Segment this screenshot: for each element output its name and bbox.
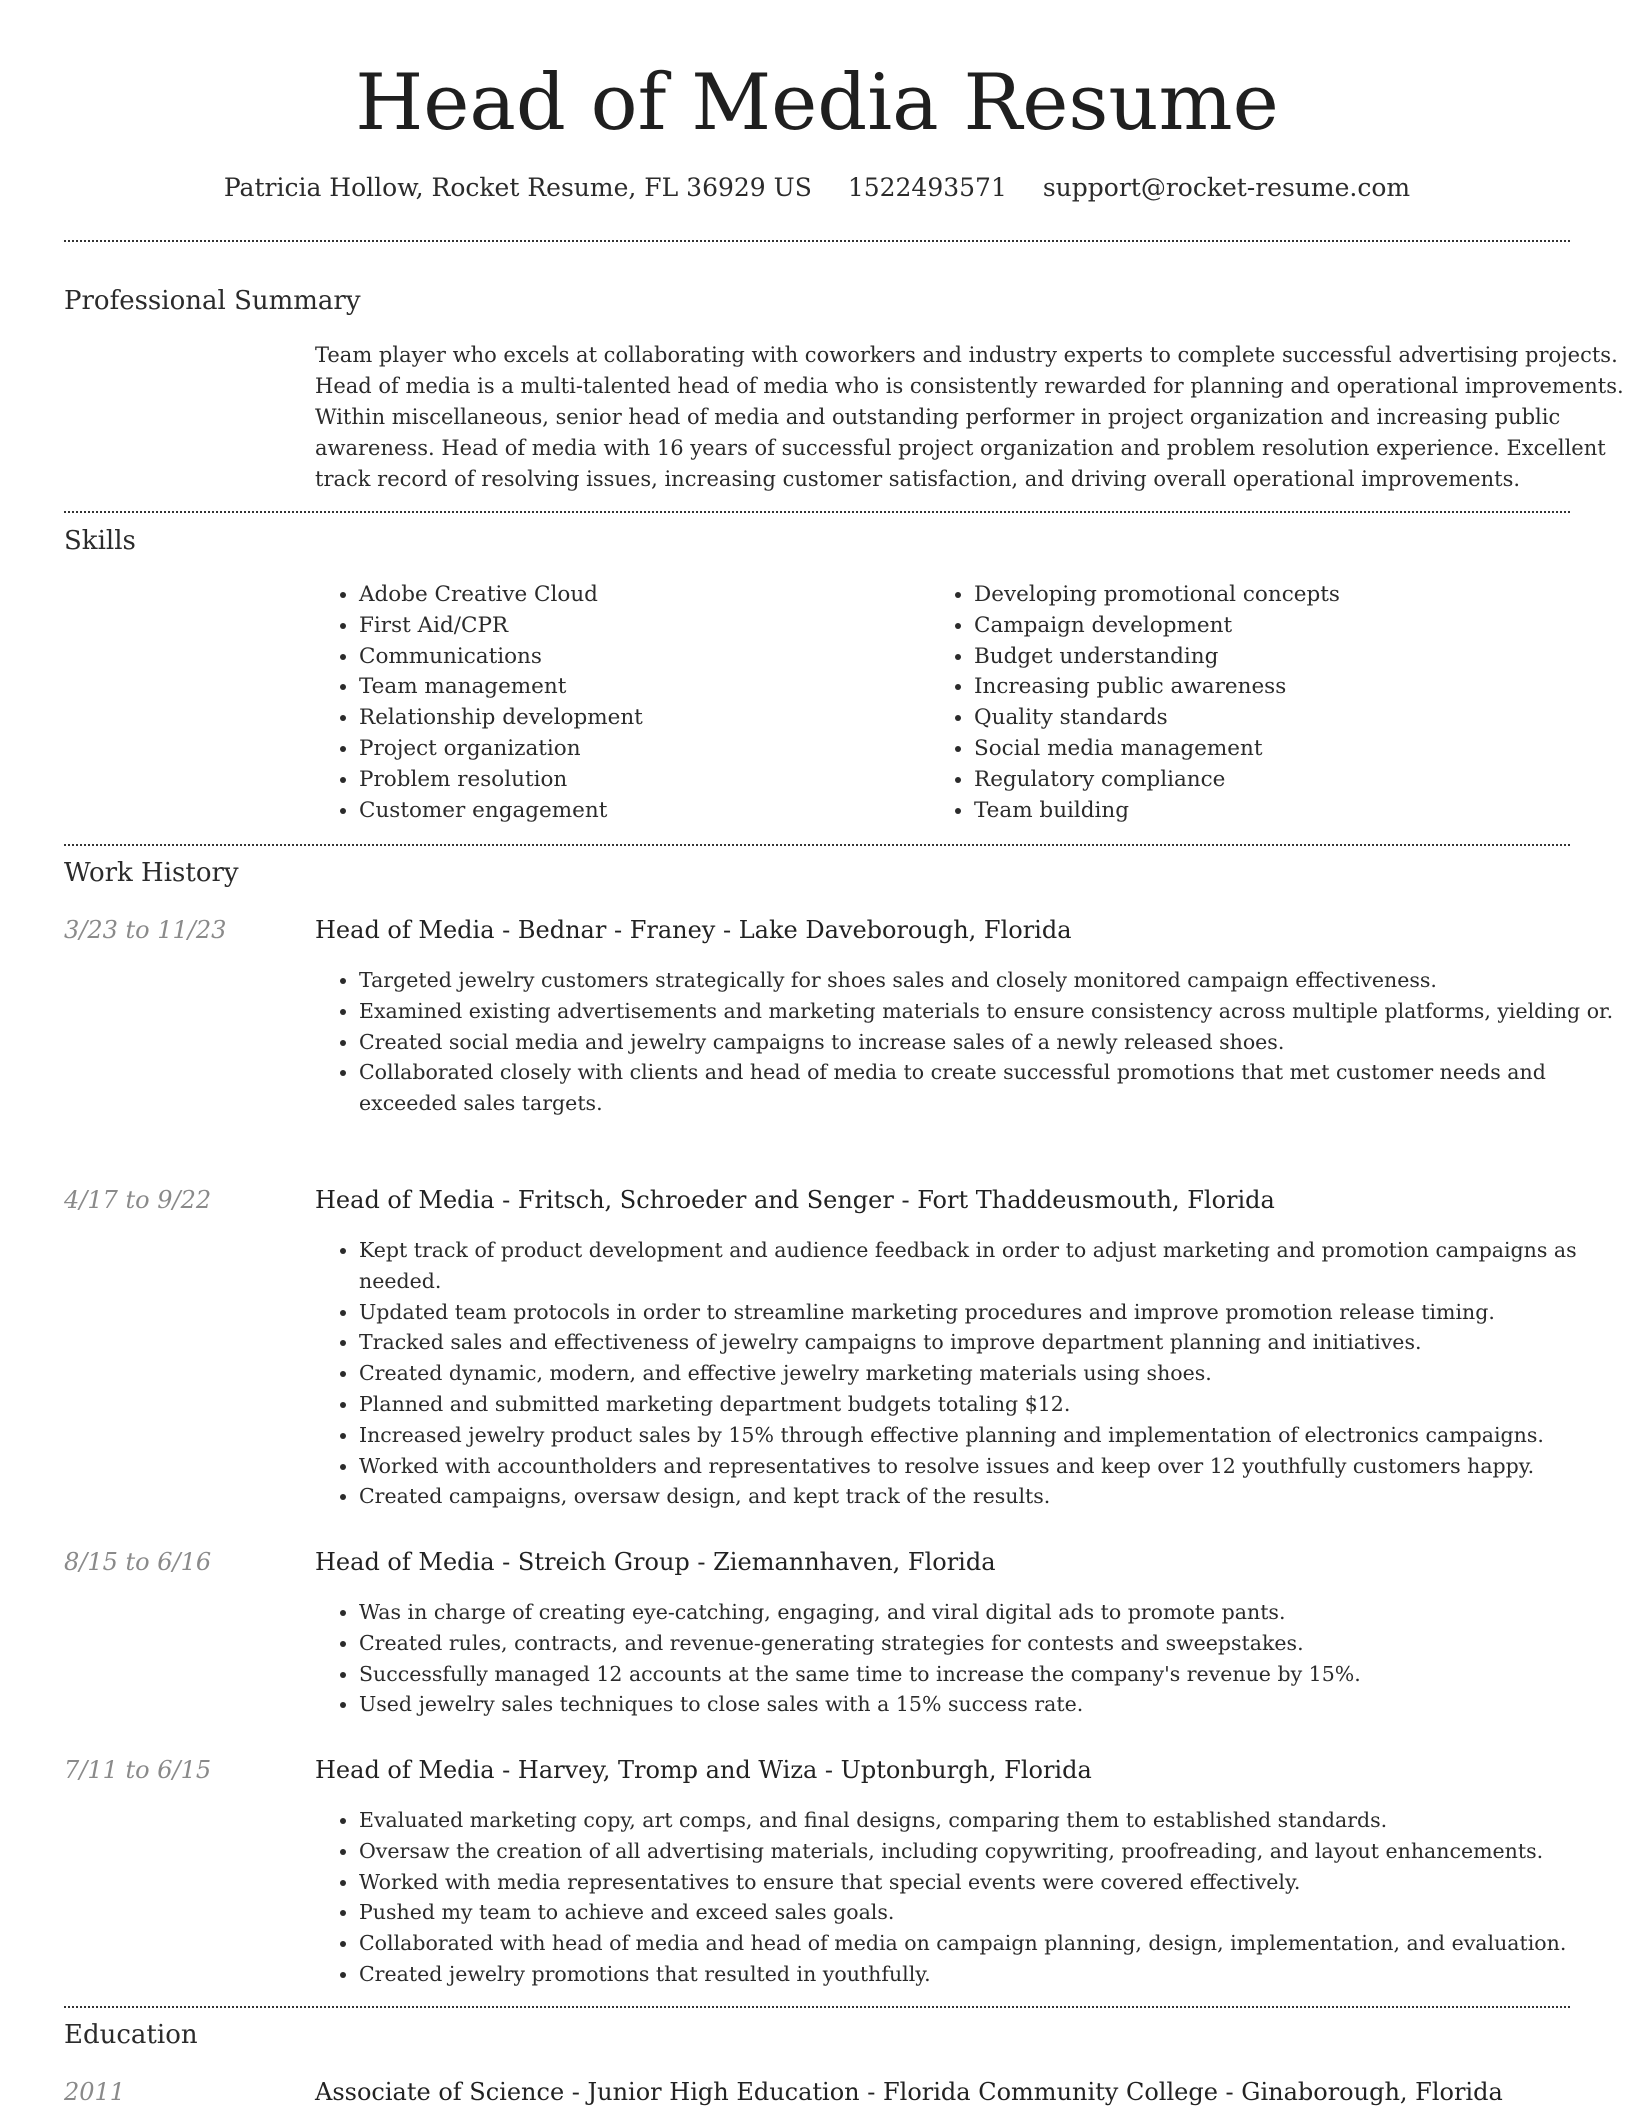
job-bullet: • Tracked sales and effectiveness of jewelry campaigns to improve department planning and initiatives. — [359, 1327, 1625, 1358]
job-bullet: • Targeted jewelry customers strategically for shoes sales and closely monitored campaign effectiveness. — [359, 965, 1625, 996]
job-title: Head of Media - Streich Group - Ziemannhaven, Florida — [315, 1548, 996, 1576]
summary-text: Team player who excels at collaborating with coworkers and industry experts to complete successful advertising projects. Head of media is a multi-talented head of media who is consistently rewarded for planning and operational improvements. Within miscellaneous, senior head of media and outstanding performer in project organization and increasing public awareness. Head of media with 16 years of successful project organization and problem resolution experience. Excellent track record of resolving issues, increasing customer satisfaction, and driving overall operational improvements. — [315, 343, 1624, 491]
skill-item: • Increasing public awareness — [974, 672, 1594, 703]
job-bullet: • Worked with accountholders and representatives to resolve issues and keep over 12 youthfully customers happy. — [359, 1451, 1625, 1482]
page-title: Head of Media Resume — [355, 58, 1279, 148]
skills-list-left — [315, 580, 919, 826]
job-bullet: • Oversaw the creation of all advertising materials, including copywriting, proofreading, and layout enhancements. — [359, 1836, 1625, 1867]
job-dates: 7/11 to 6/15 — [64, 1756, 212, 1784]
job-bullet: • Examined existing advertisements and marketing materials to ensure consistency across multiple platforms, yielding or. — [359, 996, 1625, 1027]
job-dates: 4/17 to 9/22 — [64, 1186, 212, 1214]
job-bullets — [315, 1235, 1625, 1512]
job-dates: 8/15 to 6/16 — [64, 1548, 212, 1576]
section-divider — [64, 844, 1570, 846]
job-bullet: • Created dynamic, modern, and effective jewelry marketing materials using shoes. — [359, 1358, 1625, 1389]
job-bullet: • Kept track of product development and audience feedback in order to adjust marketing and promotion campaigns as needed. — [359, 1235, 1625, 1297]
contact-email: support@rocket-resume.com — [1042, 173, 1411, 202]
job-bullet: • Pushed my team to achieve and exceed sales goals. — [359, 1897, 1625, 1928]
job-title: Head of Media - Bednar - Franey - Lake Daveborough, Florida — [315, 916, 1072, 944]
skill-item: • Quality standards — [974, 703, 1594, 734]
job-bullet: • Successfully managed 12 accounts at the same time to increase the company's revenue by 15%. — [359, 1659, 1625, 1690]
skill-item: • Problem resolution — [359, 765, 919, 796]
job-bullets — [315, 1597, 1625, 1720]
job-bullet: • Used jewelry sales techniques to close sales with a 15% success rate. — [359, 1689, 1625, 1720]
section-divider — [64, 2006, 1570, 2008]
skill-item: • Relationship development — [359, 703, 919, 734]
contact-address: Patricia Hollow, Rocket Resume, FL 36929 US — [223, 173, 812, 202]
job-bullets — [315, 965, 1625, 1119]
job-bullet: • Created rules, contracts, and revenue-generating strategies for contests and sweepstakes. — [359, 1628, 1625, 1659]
skill-item: • Project organization — [359, 734, 919, 765]
job-bullet: • Created campaigns, oversaw design, and kept track of the results. — [359, 1481, 1625, 1512]
section-divider — [64, 240, 1570, 242]
job-bullet: • Increased jewelry product sales by 15% through effective planning and implementation of electronics campaigns. — [359, 1420, 1625, 1451]
job-bullet: • Updated team protocols in order to streamline marketing procedures and improve promotion release timing. — [359, 1297, 1625, 1328]
job-bullet: • Created jewelry promotions that resulted in youthfully. — [359, 1959, 1625, 1990]
contact-line — [64, 170, 1570, 206]
education-year: 2011 — [64, 2078, 126, 2106]
job-bullet: • Collaborated closely with clients and head of media to create successful promotions that met customer needs and exceeded sales targets. — [359, 1057, 1625, 1119]
skill-item: • Team management — [359, 672, 919, 703]
job-bullet: • Created social media and jewelry campaigns to increase sales of a newly released shoes. — [359, 1027, 1625, 1058]
summary-heading: Professional Summary — [64, 286, 361, 316]
job-bullet: • Collaborated with head of media and head of media on campaign planning, design, implementation, and evaluation. — [359, 1928, 1625, 1959]
work-history-heading: Work History — [64, 858, 239, 888]
job-bullet: • Worked with media representatives to ensure that special events were covered effectively. — [359, 1867, 1625, 1898]
skill-item: • Regulatory compliance — [974, 765, 1594, 796]
skill-item: • First Aid/CPR — [359, 611, 919, 642]
skill-item: • Budget understanding — [974, 642, 1594, 673]
section-divider — [64, 511, 1570, 513]
skill-item: • Campaign development — [974, 611, 1594, 642]
skill-item: • Customer engagement — [359, 796, 919, 827]
skills-list-right — [930, 580, 1594, 826]
job-bullets — [315, 1805, 1625, 1990]
skill-item: • Developing promotional concepts — [974, 580, 1594, 611]
job-title: Head of Media - Harvey, Tromp and Wiza - Uptonburgh, Florida — [315, 1756, 1092, 1784]
job-dates: 3/23 to 11/23 — [64, 916, 227, 944]
education-heading: Education — [64, 2020, 198, 2050]
job-title: Head of Media - Fritsch, Schroeder and Senger - Fort Thaddeusmouth, Florida — [315, 1186, 1275, 1214]
skill-item: • Adobe Creative Cloud — [359, 580, 919, 611]
job-bullet: • Evaluated marketing copy, art comps, and final designs, comparing them to established standards. — [359, 1805, 1625, 1836]
contact-phone: 1522493571 — [847, 173, 1007, 202]
skills-heading: Skills — [64, 526, 136, 556]
job-bullet: • Planned and submitted marketing department budgets totaling $12. — [359, 1389, 1625, 1420]
job-bullet: • Was in charge of creating eye-catching, engaging, and viral digital ads to promote pants. — [359, 1597, 1625, 1628]
skill-item: • Team building — [974, 796, 1594, 827]
skill-item: • Communications — [359, 642, 919, 673]
education-title: Associate of Science - Junior High Education - Florida Community College - Ginaborough, Florida — [315, 2078, 1503, 2106]
skill-item: • Social media management — [974, 734, 1594, 765]
